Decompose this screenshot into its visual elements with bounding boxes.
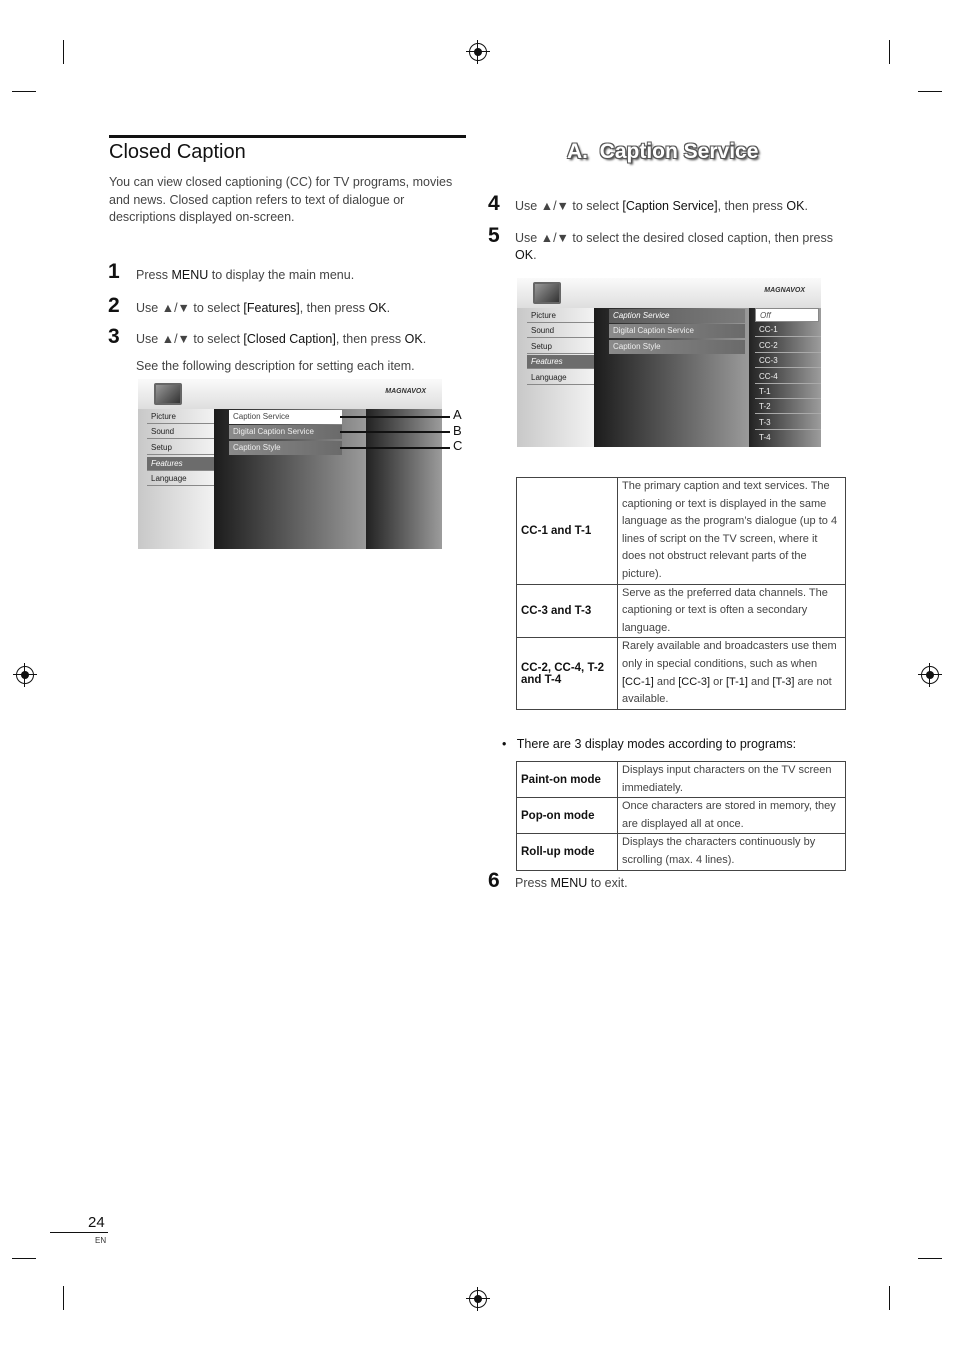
table-key: Pop-on mode	[517, 798, 618, 834]
table-key: CC-2, CC-4, T-2 and T-4	[517, 638, 618, 709]
step-number: 1	[108, 260, 120, 283]
menu-item-digital-caption-service[interactable]: Digital Caption Service	[229, 425, 342, 439]
option-cc-3[interactable]: CC-3	[755, 354, 821, 368]
menu-item-caption-style[interactable]: Caption Style	[609, 340, 745, 354]
page-language: EN	[95, 1236, 107, 1245]
menu-item-setup[interactable]: Setup	[527, 340, 594, 354]
callout-line	[340, 416, 450, 418]
callout-label-c: C	[453, 438, 463, 453]
callout-label-a: A	[453, 407, 462, 422]
table-key: CC-3 and T-3	[517, 584, 618, 638]
step-number: 2	[108, 294, 120, 317]
brand-logo: MAGNAVOX	[764, 287, 805, 294]
table-row	[517, 798, 846, 834]
table-desc: Serve as the preferred data channels. The captioning or text is often a secondary language.	[618, 584, 846, 638]
menu-item-setup[interactable]: Setup	[147, 441, 214, 455]
crop-mark	[12, 1258, 36, 1259]
table-desc: The primary caption and text services. The captioning or text is displayed in the same language as the program’s dialogue (up to 4 lines of script on the TV screen, where it does not obstruct relevant parts of the picture).	[618, 478, 846, 585]
option-t-1[interactable]: T-1	[755, 385, 821, 399]
registration-mark-icon	[469, 1290, 487, 1308]
option-t-4[interactable]: T-4	[759, 433, 771, 442]
step-number: 3	[108, 325, 120, 348]
option-cc-2[interactable]: CC-2	[755, 339, 821, 353]
registration-mark-icon	[16, 666, 34, 684]
callout-line	[340, 447, 450, 449]
table-key: Roll-up mode	[517, 834, 618, 870]
option-t-2[interactable]: T-2	[755, 400, 821, 414]
table-row	[517, 762, 846, 798]
registration-mark-icon	[469, 43, 487, 61]
table-row	[517, 478, 846, 585]
step-6-text: Press MENU to exit.	[515, 876, 628, 890]
option-off[interactable]: Off	[755, 308, 819, 322]
crop-mark	[918, 1258, 942, 1259]
tv-menu-screen-features	[138, 379, 442, 549]
menu-item-caption-style[interactable]: Caption Style	[229, 441, 342, 455]
step-number: 5	[488, 224, 500, 247]
menu-item-picture[interactable]: Picture	[147, 410, 214, 424]
step-4-text: Use ▲/▼ to select [Caption Service], then press OK.	[515, 199, 808, 213]
callout-label-b: B	[453, 423, 462, 438]
option-t-3[interactable]: T-3	[755, 416, 821, 430]
tv-icon	[154, 383, 182, 405]
section-title: Closed Caption	[109, 141, 246, 163]
table-desc: Rarely available and broadcasters use them only in special conditions, such as when [CC-1] and [CC-3] or [T-1] and [T-3] are not available.	[618, 638, 846, 709]
menu-item-picture[interactable]: Picture	[527, 309, 594, 323]
step-number: 6	[488, 869, 500, 892]
menu-item-language[interactable]: Language	[527, 371, 594, 385]
table-row	[517, 638, 846, 709]
step-2-text: Use ▲/▼ to select [Features], then press OK.	[136, 301, 391, 315]
step-3-text: Use ▲/▼ to select [Closed Caption], then press OK.	[136, 332, 427, 346]
step-1-text: Press MENU to display the main menu.	[136, 268, 355, 282]
display-mode-table	[516, 761, 846, 871]
table-row	[517, 834, 846, 870]
tv-icon	[533, 282, 561, 304]
crop-mark	[63, 40, 64, 64]
menu-item-features[interactable]: Features	[527, 355, 594, 369]
subsection-title: A. Caption Service	[567, 140, 759, 163]
table-desc: Displays the characters continuously by scrolling (max. 4 lines).	[618, 834, 846, 870]
menu-item-caption-service[interactable]: Caption Service	[609, 309, 745, 323]
menu-item-sound[interactable]: Sound	[527, 324, 594, 338]
menu-item-digital-caption-service[interactable]: Digital Caption Service	[609, 324, 745, 338]
bullet-item: • There are 3 display modes according to programs:	[502, 737, 797, 751]
crop-mark	[12, 91, 36, 92]
step-number: 4	[488, 192, 500, 215]
page-number: 24	[88, 1214, 105, 1231]
menu-item-features[interactable]: Features	[147, 457, 214, 471]
menu-item-sound[interactable]: Sound	[147, 425, 214, 439]
crop-mark	[918, 91, 942, 92]
table-row	[517, 584, 846, 638]
caption-service-table	[516, 477, 846, 710]
option-cc-1[interactable]: CC-1	[755, 323, 821, 337]
page-number-rule	[50, 1232, 108, 1233]
table-desc: Once characters are stored in memory, they are displayed all at once.	[618, 798, 846, 834]
intro-text: You can view closed captioning (CC) for TV programs, movies and news. Closed caption refers to text of dialogue or descriptions displayed on-screen.	[109, 175, 453, 224]
section-rule	[109, 135, 466, 138]
callout-line	[340, 431, 450, 433]
brand-logo: MAGNAVOX	[385, 388, 426, 395]
menu-item-caption-service[interactable]: Caption Service	[229, 410, 342, 424]
see-following-text: See the following description for setting each item.	[136, 359, 415, 373]
crop-mark	[889, 40, 890, 64]
step-5-text: Use ▲/▼ to select the desired closed caption, then press OK.	[515, 231, 833, 262]
menu-item-language[interactable]: Language	[147, 472, 214, 486]
table-key: Paint-on mode	[517, 762, 618, 798]
table-desc: Displays input characters on the TV screen immediately.	[618, 762, 846, 798]
table-key: CC-1 and T-1	[517, 478, 618, 585]
crop-mark	[889, 1286, 890, 1310]
tv-menu-screen-caption-service	[517, 278, 821, 447]
registration-mark-icon	[921, 666, 939, 684]
crop-mark	[63, 1286, 64, 1310]
option-cc-4[interactable]: CC-4	[755, 370, 821, 384]
